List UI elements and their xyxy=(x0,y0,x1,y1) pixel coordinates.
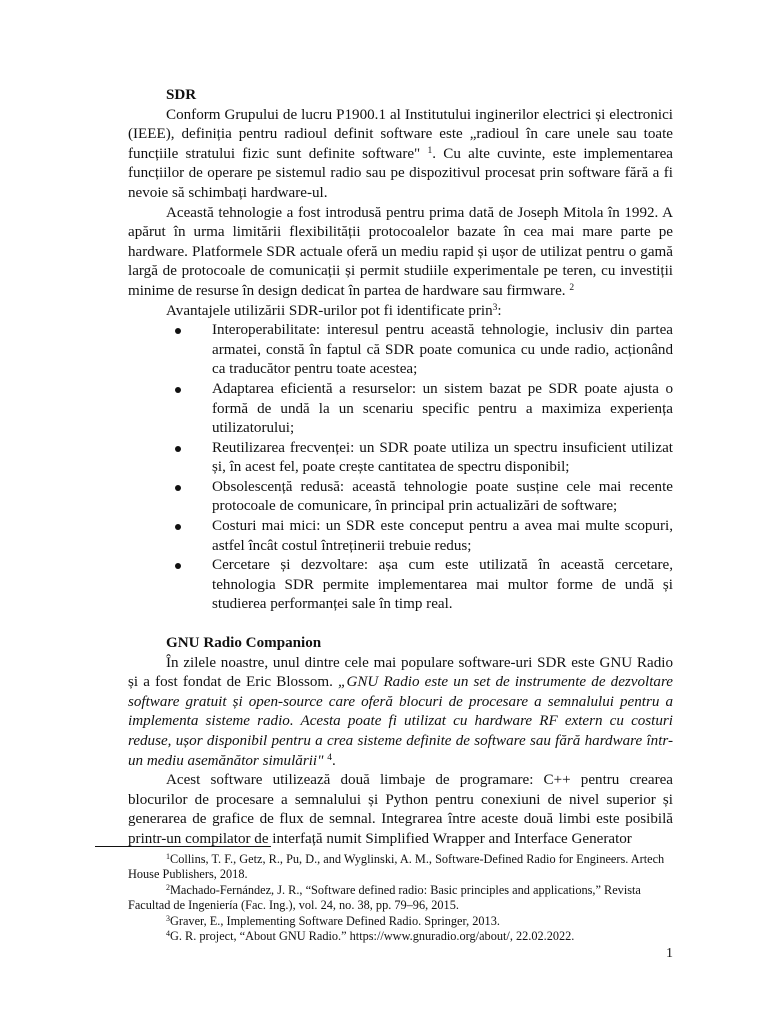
footnote-ref-4[interactable]: 4 xyxy=(327,752,332,763)
sdr-p1-text-end: . Cu alte cuvinte, este implementarea funcțiilor de operare pe sistemul radio sau pe dispozitivul procesat prin software fără a fi nevoie să schimbați hardware-ul. xyxy=(128,145,674,201)
footnote-4 xyxy=(128,929,673,944)
footnote-3 xyxy=(128,914,673,929)
footnotes xyxy=(128,852,673,944)
footnote-number: 3 xyxy=(166,913,170,923)
sdr-paragraph-1 xyxy=(128,106,673,204)
list-item: Reutilizarea frecvenței: un SDR poate utiliza un spectru insuficient utilizat și, în acest fel, poate crește cantitatea de spectru disponibil; xyxy=(212,439,673,478)
footnote-number: 2 xyxy=(166,882,170,892)
footnote-ref-2[interactable]: 2 xyxy=(569,282,575,293)
list-item: Adaptarea eficientă a resurselor: un sistem bazat pe SDR poate ajusta o formă de undă la un scenariu specific pentru a maximiza experiența utilizatorului; xyxy=(212,380,673,439)
page-number: 1 xyxy=(666,946,673,961)
footnote-number: 4 xyxy=(166,929,170,939)
footnote-ref-3[interactable]: 3 xyxy=(492,302,498,313)
list-item: Obsolescență redusă: această tehnologie poate susține cele mai recente protocoale de comunicare, în principal prin actualizări de software; xyxy=(212,478,673,517)
sdr-paragraph-2 xyxy=(128,204,673,302)
section-spacer xyxy=(128,615,673,634)
sdr-p3-text: Avantajele utilizării SDR-urilor pot fi identificate prin xyxy=(166,302,493,319)
main-text xyxy=(128,86,673,850)
gnu-paragraph-1 xyxy=(128,654,673,772)
sdr-p3-colon: : xyxy=(497,302,502,319)
footnote-text: G. R. project, “About GNU Radio.” https://www.gnuradio.org/about/, 22.02.2022. xyxy=(170,929,575,944)
list-item: Costuri mai mici: un SDR este conceput pentru a avea mai multe scopuri, astfel încât costul întreținerii trebuie redus; xyxy=(212,517,673,556)
advantages-list xyxy=(128,321,673,615)
footnote-text: Machado-Fernández, J. R., “Software defined radio: Basic principles and applications,” Revista Facultad de Ingeniería (Fac. Ing.), vol. 24, no. 38, pp. 79–96, 2015. xyxy=(128,882,641,913)
sdr-p1-text: Conform Grupului de lucru P1900.1 al Institutului inginerilor electrici și electronici (IEEE), definiția pentru radioul definit software este „radioul în care unele sau toate funcțiile stratului fizic sunt definite software" xyxy=(128,106,673,162)
list-item: Cercetare și dezvoltare: așa cum este utilizată în această cercetare, tehnologia SDR permite implementarea mai multor forme de undă și studierea performanței sale în timp real. xyxy=(212,556,673,615)
footnote-number: 1 xyxy=(166,852,170,861)
section-heading-sdr: SDR xyxy=(166,87,197,103)
gnu-radio-quote: „GNU Radio este un set de instrumente de dezvoltare software gratuit și open-source care oferă blocuri de procesare a semnalului pentru a implementa sisteme radio. Acesta poate fi utilizat cu hardware RF extern cu costuri reduse, ușor disponibil pentru a crea sisteme definite de software sau fără hardware într-un mediu asemănător simulării" xyxy=(128,674,673,769)
list-item: Interoperabilitate: interesul pentru această tehnologie, inclusiv din partea armatei, constă în faptul că SDR poate comunica cu unde radio, acționând ca traducător pentru toate acestea; xyxy=(212,321,673,380)
footnote-text: Graver, E., Implementing Software Defined Radio. Springer, 2013. xyxy=(170,913,500,928)
footnote-1 xyxy=(128,852,673,883)
sdr-p2-text: Această tehnologie a fost introdusă pentru prima dată de Joseph Mitola în 1992. A apărut în urma limitării flexibilității protocoalelor bazate în cea mai mare parte pe hardware. Platformele SDR actuale oferă un mediu rapid și ușor de utilizat pentru o gamă largă de protocoale de comunicații și permit studiile experimentale pe teren, cu investiții minime de resurse în design dedicat în partea de hardware sau firmware. xyxy=(128,204,673,299)
gnu-paragraph-2: Acest software utilizează două limbaje de programare: C++ pentru crearea blocurilor de procesare a semnalului și Python pentru conexiuni de nivel superior și generarea de grafice de flux de semnal. Integrarea între aceste două limbi este posibilă printr-un compilator de interfață numit Simplified Wrapper and Interface Generator xyxy=(128,772,673,847)
footnote-text: Collins, T. F., Getz, R., Pu, D., and Wyglinski, A. M., Software-Defined Radio for Engineers. Artech House Publishers, 2018. xyxy=(128,852,665,882)
gnu-p1-text: În zilele noastre, unul dintre cele mai populare software-uri SDR este GNU Radio și a fost fondat de Eric Blossom. xyxy=(128,654,673,691)
gnu-p1-period: . xyxy=(331,752,336,769)
sdr-paragraph-3 xyxy=(128,302,673,322)
footnote-ref-1[interactable]: 1 xyxy=(427,145,433,156)
footnote-2 xyxy=(128,883,673,914)
section-heading-gnu-radio: GNU Radio Companion xyxy=(166,635,322,652)
footnote-separator xyxy=(95,846,271,847)
